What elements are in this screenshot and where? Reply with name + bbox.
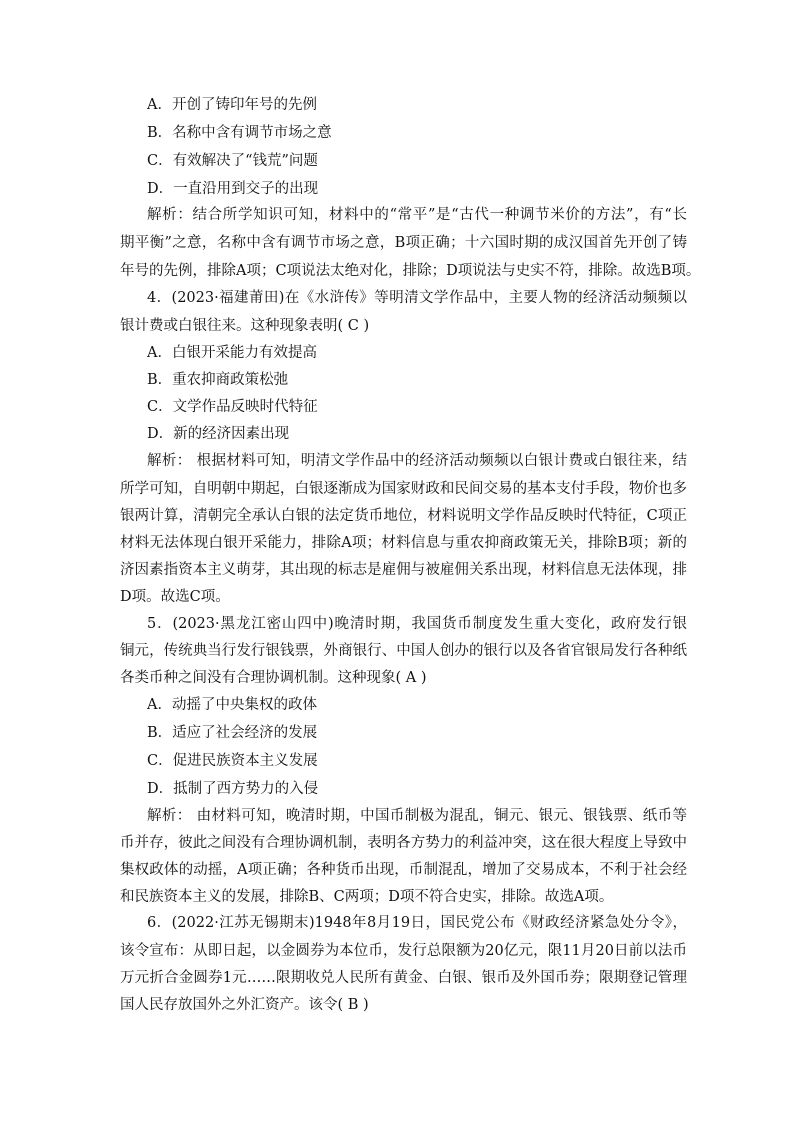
q5-analysis-line: 币并存，彼此之间没有合理协调机制，表明各方势力的利益冲突，这在很大程度上导致中 (120, 835, 687, 851)
q4-option-c: C．文学作品反映时代特征 (147, 399, 318, 415)
q6-stem-line: 6．(2022·江苏无锡期末)1948年8月19日，国民党公布《财政经济紧急处分令》， (147, 915, 687, 931)
q3-option-d: D．一直沿用到交子的出现 (147, 181, 319, 197)
q5-option-c: C．促进民族资本主义发展 (147, 753, 318, 769)
q4-analysis-line: 济因素指资本主义萌芽，其出现的标志是雇佣与被雇佣关系出现，材料信息无法体现，排 (120, 562, 687, 578)
q3-analysis-line: 期平衡”之意，名称中含有调节市场之意，B项正确；十六国时期的成汉国首先开创了铸 (120, 235, 687, 251)
q3-option-a: A．开创了铸印年号的先例 (147, 97, 317, 113)
q4-analysis-line: 材料无法体现白银开采能力，排除A项；材料信息与重农抑商政策无关，排除B项；新的 (120, 535, 687, 551)
q3-analysis-line: 解析：结合所学知识可知，材料中的“常平”是“古代一种调节米价的方法”，有“长 (147, 207, 687, 223)
q4-analysis-line: 银两计算，清朝完全承认白银的法定货币地位，材料说明文学作品反映时代特征，C项正 (120, 508, 687, 524)
q4-analysis-line: 解析： 根据材料可知，明清文学作品中的经济活动频频以白银计费或白银往来，结 (147, 453, 687, 469)
q3-analysis-line: 年号的先例，排除A项；C项说法太绝对化，排除；D项说法与史实不符，排除。故选B项。 (120, 263, 701, 279)
q5-option-b: B．适应了社会经济的发展 (147, 725, 318, 741)
q4-option-b: B．重农抑商政策松弛 (147, 372, 289, 388)
q5-stem-line: 各类币种之间没有合理协调机制。这种现象( A ) (120, 670, 427, 686)
q4-stem-line: 4．(2023·福建莆田)在《水浒传》等明清文学作品中，主要人物的经济活动频频以 (147, 290, 687, 306)
q5-analysis-line: 解析： 由材料可知，晚清时期，中国币制极为混乱，铜元、银元、银钱票、纸币等 (147, 808, 687, 824)
q4-option-a: A．白银开采能力有效提高 (147, 345, 317, 361)
q5-stem-line: 铜元，传统典当行发行银钱票，外商银行、中国人创办的银行以及各省官银局发行各种纸 (120, 643, 687, 659)
q6-stem-line: 国人民存放国外之外汇资产。该令( B ) (120, 997, 369, 1013)
q3-option-c: C．有效解决了“钱荒”问题 (147, 153, 318, 169)
q6-stem-line: 万元折合金圆券1元……限期收兑人民所有黄金、白银、银币及外国币券；限期登记管理 (120, 970, 687, 986)
q6-stem-line: 该令宣布：从即日起，以金圆券为本位币，发行总限额为20亿元，限11月20日前以法币 (120, 943, 687, 959)
q4-analysis-line: D项。故选C项。 (120, 589, 230, 605)
q4-analysis-line: 所学可知，自明朝中期起，白银逐渐成为国家财政和民间交易的基本支付手段，物价也多 (120, 481, 687, 497)
q5-stem-line: 5．(2023·黑龙江密山四中)晚清时期，我国货币制度发生重大变化，政府发行银 (147, 616, 687, 632)
q4-stem-line: 银计费或白银往来。这种现象表明( C ) (120, 318, 370, 334)
q5-option-a: A．动摇了中央集权的政体 (147, 697, 317, 713)
q3-option-b: B．名称中含有调节市场之意 (147, 125, 332, 141)
q4-option-d: D．新的经济因素出现 (147, 426, 290, 442)
q5-analysis-line: 和民族资本主义的发展，排除B、C两项；D项不符合史实，排除。故选A项。 (120, 889, 614, 905)
q5-analysis-line: 集权政体的动摇，A项正确；各种货币出现，币制混乱，增加了交易成本，不利于社会经 (120, 862, 687, 878)
q5-option-d: D．抵制了西方势力的入侵 (147, 781, 319, 797)
